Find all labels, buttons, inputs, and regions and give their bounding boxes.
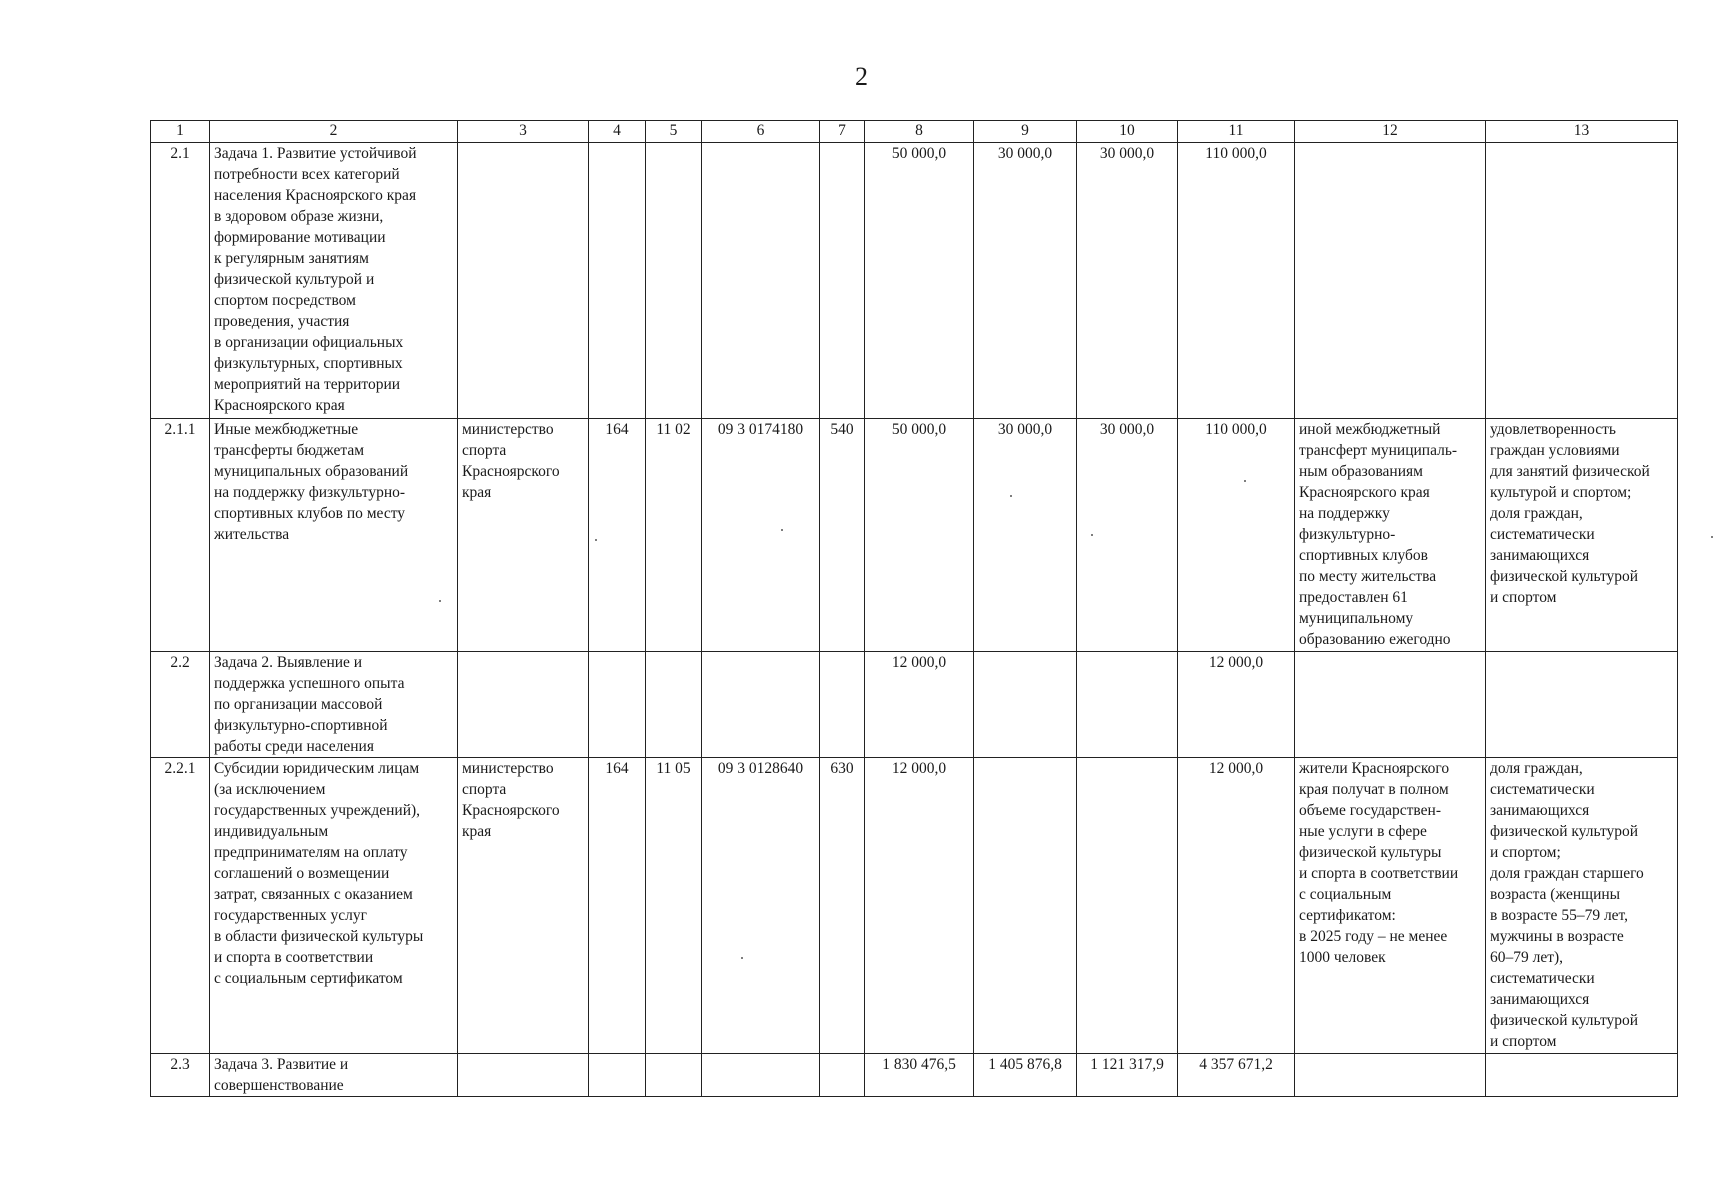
scan-speck <box>741 957 743 959</box>
column-header: 4 <box>589 121 646 143</box>
csr-code: 09 3 0174180 <box>702 419 820 652</box>
item-name: Иные межбюджетные трансферты бюджетам муниципальных образований на поддержку физкультурно- спортивных клубов по месту жительства <box>210 419 458 652</box>
expected-result: жители Красноярского края получат в полном объеме государствен- ные услуги в сфере физической культуры и спорта в соответствии с социальным сертификатом: в 2025 году – не менее 1000 человек <box>1295 758 1486 1054</box>
column-number-row <box>151 121 1678 143</box>
column-header: 7 <box>820 121 865 143</box>
vr-code <box>820 143 865 419</box>
expected-result <box>1295 143 1486 419</box>
scan-speck <box>1244 480 1246 482</box>
rzpr-code: 11 02 <box>646 419 702 652</box>
target-indicator <box>1486 1054 1678 1097</box>
csr-code <box>702 1054 820 1097</box>
csr-code <box>702 652 820 758</box>
rzpr-code: 11 05 <box>646 758 702 1054</box>
amount-total: 12 000,0 <box>1178 758 1295 1054</box>
scan-speck <box>1091 534 1093 536</box>
amount-col9: 1 405 876,8 <box>974 1054 1077 1097</box>
column-header: 3 <box>458 121 589 143</box>
column-header: 9 <box>974 121 1077 143</box>
rzpr-code <box>646 652 702 758</box>
grbs-code: 164 <box>589 758 646 1054</box>
program-activities-table <box>150 120 1678 1097</box>
item-number: 2.1 <box>151 143 210 419</box>
item-number: 2.2.1 <box>151 758 210 1054</box>
vr-code: 540 <box>820 419 865 652</box>
amount-col9: 30 000,0 <box>974 419 1077 652</box>
grbs-code <box>589 1054 646 1097</box>
amount-col8: 12 000,0 <box>865 758 974 1054</box>
amount-col9: 30 000,0 <box>974 143 1077 419</box>
amount-col8: 12 000,0 <box>865 652 974 758</box>
target-indicator <box>1486 652 1678 758</box>
column-header: 5 <box>646 121 702 143</box>
responsible-executor <box>458 1054 589 1097</box>
responsible-executor <box>458 652 589 758</box>
item-name: Задача 2. Выявление и поддержка успешного опыта по организации массовой физкультурно-спортивной работы среди населения <box>210 652 458 758</box>
scan-speck <box>439 600 441 602</box>
amount-total: 110 000,0 <box>1178 143 1295 419</box>
amount-col9 <box>974 652 1077 758</box>
expected-result <box>1295 1054 1486 1097</box>
table-row <box>151 1054 1678 1097</box>
expected-result: иной межбюджетный трансферт муниципаль- ным образованиям Красноярского края на поддержку физкультурно- спортивных клубов по месту жительства предоставлен 61 муниципальному образованию ежегодно <box>1295 419 1486 652</box>
item-number: 2.2 <box>151 652 210 758</box>
vr-code <box>820 652 865 758</box>
csr-code: 09 3 0128640 <box>702 758 820 1054</box>
table-row <box>151 419 1678 652</box>
expected-result <box>1295 652 1486 758</box>
amount-total: 4 357 671,2 <box>1178 1054 1295 1097</box>
target-indicator: доля граждан, систематически занимающихся физической культурой и спортом; доля граждан старшего возраста (женщины в возрасте 55–79 лет, мужчины в возрасте 60–79 лет), систематически занимающихся физической культурой и спортом <box>1486 758 1678 1054</box>
item-name: Задача 1. Развитие устойчивой потребности всех категорий населения Красноярского края в здоровом образе жизни, формирование мотивации к регулярным занятиям физической культурой и спортом посредством проведения, участия в организации официальных физкультурных, спортивных мероприятий на территории Красноярского края <box>210 143 458 419</box>
column-header: 10 <box>1077 121 1178 143</box>
scan-speck <box>595 539 597 541</box>
amount-col8: 50 000,0 <box>865 419 974 652</box>
item-name: Задача 3. Развитие и совершенствование <box>210 1054 458 1097</box>
item-number: 2.1.1 <box>151 419 210 652</box>
vr-code <box>820 1054 865 1097</box>
column-header: 6 <box>702 121 820 143</box>
scan-speck <box>781 529 783 531</box>
amount-total: 110 000,0 <box>1178 419 1295 652</box>
rzpr-code <box>646 1054 702 1097</box>
responsible-executor <box>458 143 589 419</box>
amount-col9 <box>974 758 1077 1054</box>
column-header: 1 <box>151 121 210 143</box>
table-row <box>151 143 1678 419</box>
amount-total: 12 000,0 <box>1178 652 1295 758</box>
amount-col10 <box>1077 758 1178 1054</box>
csr-code <box>702 143 820 419</box>
item-number: 2.3 <box>151 1054 210 1097</box>
target-indicator <box>1486 143 1678 419</box>
vr-code: 630 <box>820 758 865 1054</box>
amount-col10: 1 121 317,9 <box>1077 1054 1178 1097</box>
amount-col10: 30 000,0 <box>1077 143 1178 419</box>
column-header: 12 <box>1295 121 1486 143</box>
page-number: 2 <box>855 62 868 91</box>
grbs-code <box>589 143 646 419</box>
table-row <box>151 652 1678 758</box>
responsible-executor: министерство спорта Красноярского края <box>458 419 589 652</box>
column-header: 2 <box>210 121 458 143</box>
amount-col8: 1 830 476,5 <box>865 1054 974 1097</box>
column-header: 11 <box>1178 121 1295 143</box>
amount-col10 <box>1077 652 1178 758</box>
table-row <box>151 758 1678 1054</box>
rzpr-code <box>646 143 702 419</box>
responsible-executor: министерство спорта Красноярского края <box>458 758 589 1054</box>
grbs-code: 164 <box>589 419 646 652</box>
item-name: Субсидии юридическим лицам (за исключением государственных учреждений), индивидуальным предпринимателям на оплату соглашений о возмещении затрат, связанных с оказанием государственных услуг в области физической культуры и спорта в соответствии с социальным сертификатом <box>210 758 458 1054</box>
column-header: 13 <box>1486 121 1678 143</box>
column-header: 8 <box>865 121 974 143</box>
scan-speck <box>1010 495 1012 497</box>
amount-col8: 50 000,0 <box>865 143 974 419</box>
target-indicator: удовлетворенность граждан условиями для занятий физической культурой и спортом; доля граждан, систематически занимающихся физической культурой и спортом <box>1486 419 1678 652</box>
grbs-code <box>589 652 646 758</box>
amount-col10: 30 000,0 <box>1077 419 1178 652</box>
scan-speck <box>1711 536 1713 538</box>
